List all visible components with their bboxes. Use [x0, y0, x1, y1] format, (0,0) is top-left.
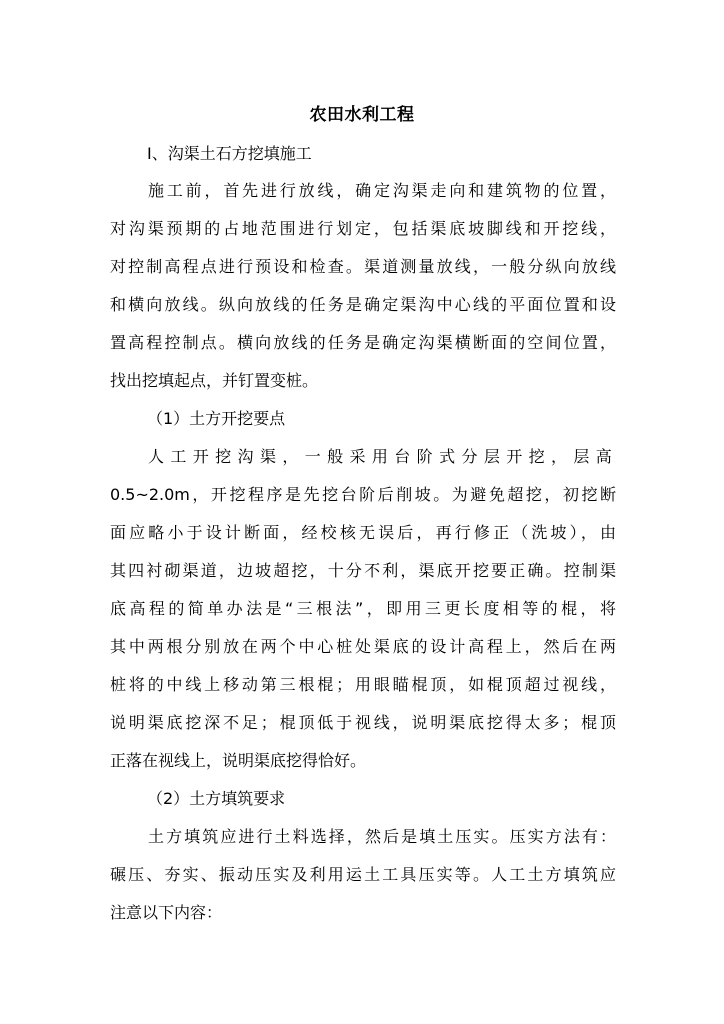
paragraph-line: 置高程控制点。横向放线的任务是确定沟渠横断面的空间位置， — [110, 333, 616, 352]
paragraph-staking-out — [110, 172, 616, 400]
paragraph-line: 其中两根分别放在两个中心桩处渠底的设计高程上，然后在两 — [110, 637, 616, 656]
subheading-excavation: （1）土方开挖要点 — [147, 409, 286, 428]
paragraph-line: 面应略小于设计断面，经校核无误后，再行修正（洗坡），由 — [110, 523, 616, 542]
paragraph-line: 找出挖填起点，并钉置变桩。 — [110, 371, 319, 390]
paragraph-line: 其四衬砌渠道，边坡超挖，十分不利，渠底开挖要正确。控制渠 — [110, 561, 616, 580]
paragraph-line: 底高程的简单办法是“三根法”，即用三更长度相等的棍，将 — [110, 599, 616, 618]
paragraph-line: 说明渠底挖深不足；棍顶低于视线，说明渠底挖得太多；棍顶 — [110, 713, 616, 732]
paragraph-line: 正落在视线上，说明渠底挖得恰好。 — [110, 751, 367, 770]
paragraph-excavation — [110, 438, 616, 780]
paragraph-line: 对沟渠预期的占地范围进行划定，包括渠底坡脚线和开挖线， — [110, 219, 616, 238]
paragraph-line: 土方填筑应进行土料选择，然后是填土压实。压实方法有： — [148, 827, 616, 846]
paragraph-line: 注意以下内容： — [110, 903, 223, 922]
paragraph-line: 桩将的中线上移动第三根棍；用眼瞄棍顶，如棍顶超过视线， — [110, 675, 616, 694]
paragraph-line: 和横向放线。纵向放线的任务是确定渠沟中心线的平面位置和设 — [110, 295, 616, 314]
paragraph-line: 0.5~2.0m，开挖程序是先挖台阶后削坡。为避免超挖，初挖断 — [110, 485, 616, 504]
section-heading: I、沟渠土石方挖填施工 — [147, 144, 312, 163]
paragraph-line: 碾压、夯实、振动压实及利用运土工具压实等。人工土方填筑应 — [110, 865, 616, 884]
document-title: 农田水利工程 — [309, 105, 415, 125]
paragraph-line: 对控制高程点进行预设和检查。渠道测量放线，一般分纵向放线 — [110, 257, 616, 276]
paragraph-line: 人工开挖沟渠，一般采用台阶式分层开挖，层高 — [148, 447, 616, 466]
paragraph-filling — [110, 818, 616, 932]
paragraph-line: 施工前，首先进行放线，确定沟渠走向和建筑物的位置， — [148, 181, 616, 200]
subheading-filling: （2）土方填筑要求 — [147, 789, 286, 808]
